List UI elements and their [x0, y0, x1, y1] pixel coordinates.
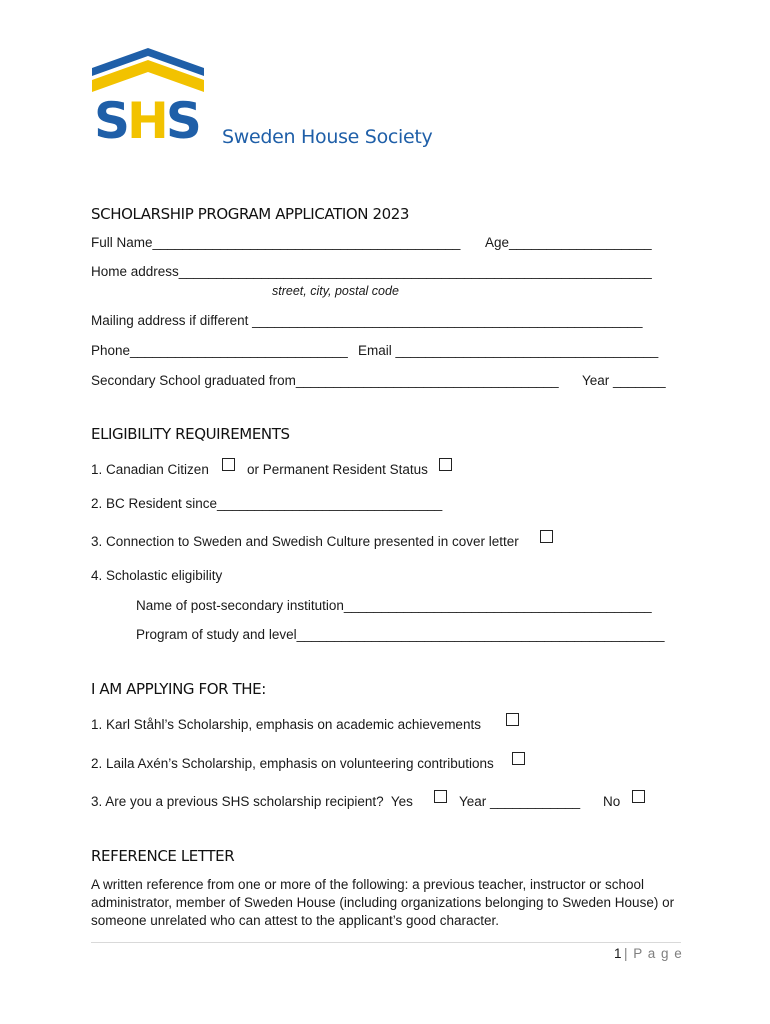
footer-divider — [91, 942, 681, 943]
house-roof-icon — [90, 46, 206, 96]
email-field[interactable]: Email ___________________________________ — [358, 343, 659, 358]
footer-page-number: 1 — [614, 946, 622, 961]
karl-stahl-scholarship-label: 1. Karl Ståhl’s Scholarship, emphasis on academic achievements — [91, 717, 481, 732]
reference-heading: REFERENCE LETTER — [91, 847, 235, 865]
logo-initials — [94, 92, 199, 150]
phone-field[interactable]: Phone_____________________________ — [91, 343, 348, 358]
age-field[interactable]: Age___________________ — [485, 235, 652, 250]
institution-field[interactable]: Name of post-secondary institution_________________________________________ — [136, 598, 652, 613]
page-title: SCHOLARSHIP PROGRAM APPLICATION 2023 — [91, 205, 410, 223]
laila-axen-checkbox[interactable] — [512, 752, 525, 765]
program-field[interactable]: Program of study and level_________________________________________________ — [136, 627, 665, 642]
scholastic-eligibility-label: 4. Scholastic eligibility — [91, 568, 223, 583]
previous-recipient-year-field[interactable]: Year ____________ — [459, 794, 581, 809]
full-name-field[interactable]: Full Name_________________________________________ — [91, 235, 461, 250]
laila-axen-scholarship-label: 2. Laila Axén’s Scholarship, emphasis on volunteering contributions — [91, 756, 494, 771]
graduation-year-field[interactable]: Year _______ — [582, 373, 666, 388]
previous-recipient-yes-checkbox[interactable] — [434, 790, 447, 803]
karl-stahl-checkbox[interactable] — [506, 713, 519, 726]
logo-name: Sweden House Society — [222, 126, 433, 148]
swedish-connection-label: 3. Connection to Sweden and Swedish Culture presented in cover letter — [91, 534, 519, 549]
previous-recipient-no-checkbox[interactable] — [632, 790, 645, 803]
previous-recipient-no-label: No — [603, 794, 621, 809]
logo-initial-s1: S — [94, 92, 128, 150]
address-hint: street, city, postal code — [272, 284, 399, 298]
eligibility-heading: ELIGIBILITY REQUIREMENTS — [91, 425, 290, 443]
bc-resident-field[interactable]: 2. BC Resident since______________________________ — [91, 496, 443, 511]
previous-recipient-label: 3. Are you a previous SHS scholarship recipient? Yes — [91, 794, 413, 809]
permanent-resident-label: or Permanent Resident Status — [247, 462, 428, 477]
logo-initial-s2: S — [165, 92, 199, 150]
permanent-resident-checkbox[interactable] — [439, 458, 452, 471]
reference-description: A written reference from one or more of the following: a previous teacher, instructor or school administrator, member of Sweden House (including organizations belonging to Sweden House) or someone unrelated who can attest to the applicant’s good character. — [91, 877, 675, 928]
home-address-field[interactable]: Home address_______________________________________________________________ — [91, 264, 652, 279]
canadian-citizen-label: 1. Canadian Citizen — [91, 462, 209, 477]
applying-heading: I AM APPLYING FOR THE: — [91, 680, 266, 698]
secondary-school-field[interactable]: Secondary School graduated from___________________________________ — [91, 373, 559, 388]
mailing-address-field[interactable]: Mailing address if different ____________________________________________________ — [91, 313, 643, 328]
canadian-citizen-checkbox[interactable] — [222, 458, 235, 471]
footer-page-label: | P a g e — [624, 946, 683, 961]
logo-initial-h: H — [127, 92, 166, 150]
swedish-connection-checkbox[interactable] — [540, 530, 553, 543]
